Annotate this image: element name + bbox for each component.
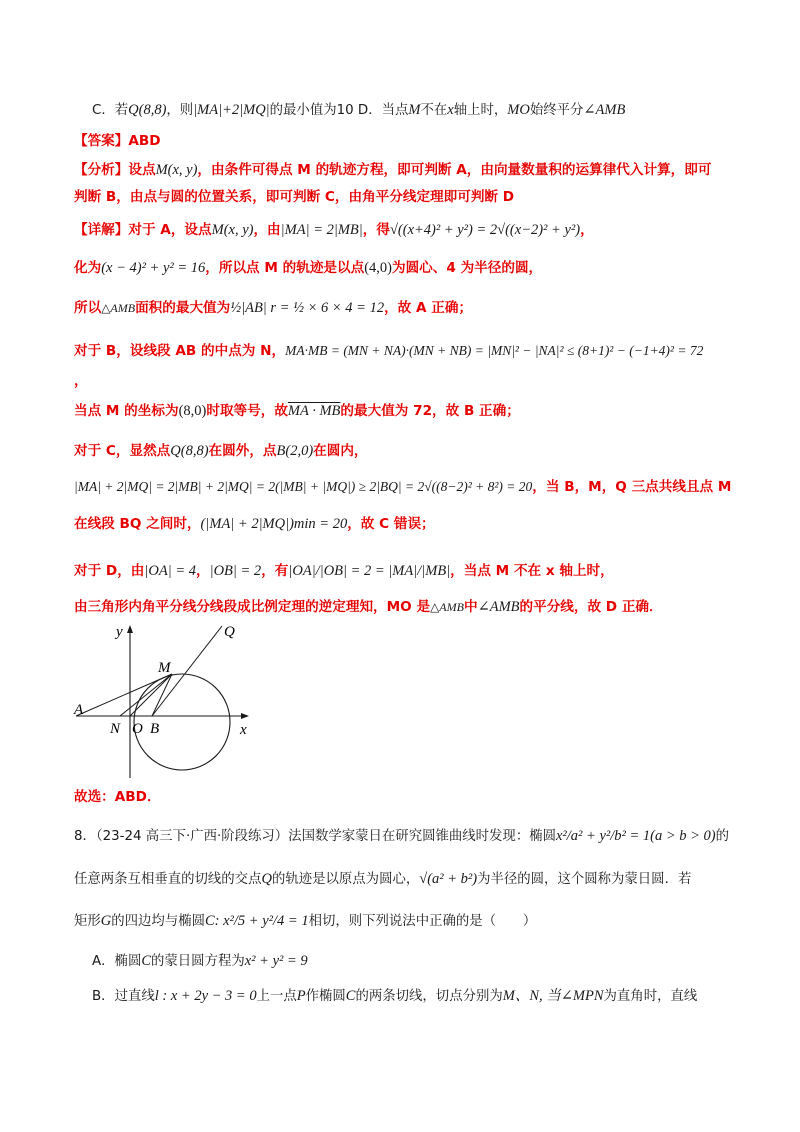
text: 的轨迹是以原点为圆心，: [271, 872, 420, 887]
math: √((x+4)² + y²) = 2√((x−2)² + y²): [389, 222, 581, 238]
q8-line-3: [74, 910, 734, 933]
math: (4,0): [364, 260, 392, 276]
segment-BM: [152, 674, 172, 716]
math: M: [408, 102, 421, 118]
detail-line-1: [74, 219, 734, 241]
math: |OA|/|OB| = 2 = |MA|/|MB|: [288, 563, 451, 579]
math: △AMB: [430, 600, 464, 614]
math: G: [100, 913, 112, 929]
math: M(x, y): [155, 162, 198, 178]
detail-line-10: [74, 560, 734, 582]
locus-circle: [134, 674, 230, 770]
math: B(2,0): [276, 443, 314, 459]
math: |OB| = 2: [209, 563, 262, 579]
text: 对于 C，显然点: [74, 443, 171, 459]
math: ∠AMB: [477, 599, 520, 615]
conclusion-line: 故选：ABD．: [74, 789, 161, 805]
text: 在线段 BQ 之间时，: [74, 516, 201, 532]
detail-line-4: [74, 340, 734, 362]
text: 所以: [74, 300, 102, 316]
detail-line-2: [74, 257, 734, 279]
text: 相切，则下列说法中正确的是（ ）: [308, 914, 537, 929]
text: ，故 C 错误；: [347, 516, 435, 532]
segment-NM: [120, 674, 172, 716]
text: 【详解】对于 A，设点: [74, 222, 212, 238]
text: ，则: [166, 103, 194, 118]
segment-OM: [130, 674, 172, 716]
math: ½|AB| r = ½ × 6 × 4 = 12: [230, 300, 385, 316]
math: Q(8,8): [170, 443, 209, 459]
detail-line-7: [74, 440, 734, 462]
math: |MA| = 2|MB|: [280, 222, 363, 238]
text: 由三角形内角平分线分线段成比例定理的逆定理知，MO 是: [74, 599, 431, 615]
label-O: O: [132, 721, 143, 737]
text: 的蒙日圆方程为: [151, 954, 245, 969]
text: 矩形: [74, 914, 101, 929]
detail-line-5: ，: [74, 373, 88, 389]
math: C: [345, 988, 356, 1004]
text: ，当 B，M，Q 三点共线且点 M: [532, 479, 732, 495]
math: (8,0): [178, 403, 207, 419]
math: x² + y² = 9: [244, 953, 308, 969]
text: ，由条件可得点 M 的轨迹方程，即可判断 A，由向量数量积的运算律代入计算，即可: [197, 162, 712, 178]
text: 8．（23-24 高三下·广西·阶段练习）法国数学家蒙日在研究圆锥曲线时发现：椭圆: [74, 829, 556, 844]
label-x: x: [240, 722, 247, 738]
text: 时取等号，故: [206, 403, 288, 419]
math: |OA| = 4: [144, 563, 196, 579]
math: P: [296, 988, 306, 1004]
math: √(a² + b²): [419, 871, 478, 887]
text: 上一点: [256, 989, 297, 1004]
text: 的: [715, 829, 730, 844]
text: 对于 D，由: [74, 563, 145, 579]
label-y: y: [116, 624, 123, 640]
text: A．椭圆: [92, 954, 142, 969]
math: MO: [507, 102, 530, 118]
math: x²/a² + y²/b² = 1(a > b > 0): [556, 828, 716, 844]
answer-line: 【答案】ABD: [74, 133, 161, 149]
analysis-line-2: 判断 B，由点与圆的位置关系，即可判断 C，由角平分线定理即可判断 D: [74, 189, 515, 205]
text: ，有: [261, 563, 289, 579]
segment-AM: [76, 674, 172, 716]
text: ，当点 M 不在 x 轴上时，: [450, 563, 614, 579]
label-N: N: [110, 721, 121, 737]
analysis-line-1: [74, 159, 734, 181]
math: l : x + 2y − 3 = 0: [154, 988, 257, 1004]
text: 为直角时，直线: [603, 989, 698, 1004]
text: 化为: [74, 260, 102, 276]
math: Q(8,8): [128, 102, 167, 118]
text: 的平分线，故 D 正确．: [519, 599, 663, 615]
text: ，所以点 M 的轨迹是以点: [205, 260, 365, 276]
label-Q: Q: [224, 624, 235, 640]
text: 为半径的圆，这个圆称为蒙日圆．若: [477, 872, 692, 887]
text: 面积的最大值为: [135, 300, 231, 316]
text: 的最小值为10 D．当点: [269, 103, 409, 118]
text: ，: [580, 222, 594, 238]
text: 在圆内，: [313, 443, 368, 459]
math: (x − 4)² + y² = 16: [101, 260, 206, 276]
text: 的最大值为 72，故 B 正确；: [340, 403, 520, 419]
text: C．若: [92, 103, 129, 118]
text: ，得: [362, 222, 390, 238]
text: ，由: [253, 222, 281, 238]
text: 的四边均与椭圆: [111, 914, 205, 929]
geometry-figure: [72, 618, 252, 780]
math: |MA| + 2|MQ| = 2|MB| + 2|MQ| = 2(|MB| + |MQ|) ≥ 2|BQ| = 2√((8−2)² + 8²) = 20: [74, 479, 533, 494]
q8-option-b: [92, 985, 752, 1008]
text: 当点 M 的坐标为: [74, 403, 179, 419]
math: ∠AMB: [583, 102, 626, 118]
math: M(x, y): [211, 222, 254, 238]
math: MA·MB = (MN + NA)·(MN + NB) = |MN|² − |NA|² ≤ (8+1)² − (−1+4)² = 72: [285, 343, 704, 358]
math: C: x²/5 + y²/4 = 1: [205, 913, 309, 929]
text: ，故 A 正确；: [384, 300, 473, 316]
detail-line-8: [74, 476, 734, 498]
text: 作椭圆: [305, 989, 346, 1004]
label-B: B: [150, 721, 160, 737]
label-M: M: [158, 660, 171, 676]
text: 不在: [420, 103, 448, 118]
detail-line-6: [74, 400, 734, 422]
q8-line-2: [74, 868, 734, 891]
math: △AMB: [101, 301, 136, 315]
math: Q: [261, 871, 272, 887]
math: C: [141, 953, 152, 969]
text: 在圆外，点: [208, 443, 277, 459]
math: (|MA| + 2|MQ|)min = 20: [200, 516, 348, 532]
q7-option-c-line: [92, 99, 752, 122]
math: x: [447, 102, 454, 118]
q8-option-a: [92, 950, 752, 973]
x-axis-arrow-icon: [241, 713, 249, 719]
math: |MA|+2|MQ|: [193, 102, 270, 118]
detail-line-3: [74, 297, 734, 319]
detail-line-9: [74, 513, 734, 535]
math: MA · MB: [287, 403, 341, 419]
text: 始终平分: [529, 103, 584, 118]
text: 中: [463, 599, 478, 615]
detail-line-11: [74, 596, 734, 618]
text: 对于 B，设线段 AB 的中点为 N，: [74, 343, 286, 359]
text: ，: [196, 563, 210, 579]
text: 轴上时，: [453, 103, 508, 118]
text: 【分析】设点: [74, 162, 156, 178]
label-A: A: [74, 702, 84, 718]
text: 任意两条互相垂直的切线的交点: [74, 872, 262, 887]
text: 为圆心、4 为半径的圆，: [392, 260, 543, 276]
q8-line-1: [74, 825, 734, 848]
text: B．过直线: [92, 989, 155, 1004]
text: 的两条切线，切点分别为: [355, 989, 503, 1004]
y-axis-arrow-icon: [127, 625, 133, 633]
math: M、N, 当∠MPN: [502, 988, 604, 1004]
